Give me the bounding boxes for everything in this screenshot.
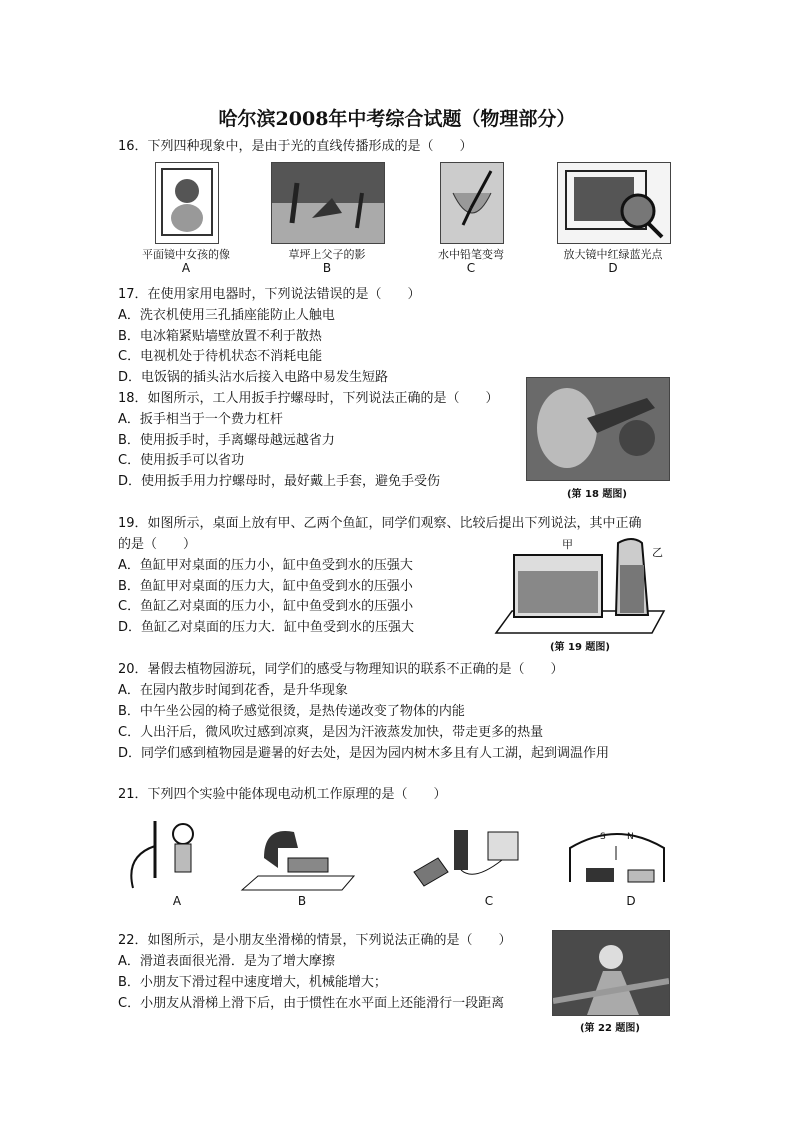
caption-a: 平面镜中女孩的像 [142, 248, 230, 261]
q20-option-d: D．同学们感到植物园是避暑的好去处，是因为园内树木多且有人工湖，起到调温作用 [118, 746, 610, 761]
fig19-caption: (第 19 题图) [549, 642, 611, 653]
q20-option-c: C．人出汗后，微风吹过感到凉爽，是因为汗液蒸发加快，带走更多的热量 [118, 725, 544, 740]
letter-d: D [608, 261, 618, 275]
caption-c: 水中铅笔变弯 [438, 248, 504, 261]
experiment-b-image [238, 818, 358, 896]
caption-b: 草坪上父子的影 [288, 248, 366, 261]
caption-d: 放大镜中红绿蓝光点 [563, 248, 663, 261]
q18-option-b: B．使用扳手时，手离螺母越远越省力 [118, 433, 335, 448]
page-title: 哈尔滨2008年中考综合试题（物理部分） [218, 108, 576, 130]
experiment-d-image [562, 826, 672, 886]
fish-tanks-image [492, 535, 668, 635]
q18-option-d: D．使用扳手用力拧螺母时，最好戴上手套，避免手受伤 [118, 474, 441, 489]
q19-option-b: B．鱼缸甲对桌面的压力大，缸中鱼受到水的压强小 [118, 579, 413, 594]
question-18-stem: 18．如图所示，工人用扳手拧螺母时，下列说法正确的是（ ） [118, 391, 499, 406]
magnet-s-label: S [600, 832, 606, 842]
mirror-girl-image [155, 162, 219, 244]
q21-letter-d: D [626, 894, 636, 908]
lawn-shadow-image [271, 162, 385, 244]
bent-pencil-image [440, 162, 504, 244]
q21-letter-a: A [172, 894, 182, 908]
q17-option-a: A．洗衣机使用三孔插座能防止人触电 [118, 308, 335, 323]
letter-c: C [466, 261, 476, 275]
q19-option-a: A．鱼缸甲对桌面的压力小，缸中鱼受到水的压强大 [118, 558, 413, 573]
wrench-image [526, 377, 670, 481]
q20-option-a: A．在园内散步时闻到花香，是升华现象 [118, 683, 348, 698]
q18-option-c: C．使用扳手可以省功 [118, 453, 245, 468]
question-20-stem: 20．暑假去植物园游玩，同学们的感受与物理知识的联系不正确的是（ ） [118, 662, 564, 677]
q22-option-c: C．小朋友从滑梯上滑下后，由于惯性在水平面上还能滑行一段距离 [118, 996, 505, 1011]
q22-option-a: A．滑道表面很光滑．是为了增大摩擦 [118, 954, 335, 969]
q17-option-d: D．电饭锅的插头沾水后接入电路中易发生短路 [118, 370, 389, 385]
question-16-stem: 16．下列四种现象中，是由于光的直线传播形成的是（ ） [118, 139, 473, 154]
letter-a: A [181, 261, 191, 275]
q19-option-d: D．鱼缸乙对桌面的压力大．缸中鱼受到水的压强大 [118, 620, 415, 635]
q21-letter-b: B [297, 894, 307, 908]
q17-option-c: C．电视机处于待机状态不消耗电能 [118, 349, 323, 364]
tank-yi-label: 乙 [652, 546, 663, 559]
letter-b: B [322, 261, 332, 275]
fig18-caption: (第 18 题图) [566, 489, 628, 500]
q22-option-b: B．小朋友下滑过程中速度增大，机械能增大； [118, 975, 387, 990]
question-17-stem: 17．在使用家用电器时，下列说法错误的是（ ） [118, 287, 421, 302]
question-22-stem: 22．如图所示，是小朋友坐滑梯的情景，下列说法正确的是（ ） [118, 933, 512, 948]
q20-option-b: B．中午坐公园的椅子感觉很烫，是热传递改变了物体的内能 [118, 704, 465, 719]
question-19-stem-line1: 19．如图所示，桌面上放有甲、乙两个鱼缸，同学们观察、比较后提出下列说法，其中正确 [118, 516, 642, 531]
question-21-stem: 21．下列四个实验中能体现电动机工作原理的是（ ） [118, 787, 447, 802]
q18-option-a: A．扳手相当于一个费力杠杆 [118, 412, 283, 427]
q17-option-b: B．电冰箱紧贴墙壁放置不利于散热 [118, 329, 322, 344]
q19-option-c: C．鱼缸乙对桌面的压力小，缸中鱼受到水的压强小 [118, 599, 414, 614]
magnet-n-label: N [627, 832, 634, 842]
fig22-caption: (第 22 题图) [579, 1023, 641, 1034]
question-19-stem-line2: 的是（ ） [118, 537, 197, 552]
slide-image [552, 930, 670, 1016]
experiment-a-image [115, 816, 205, 896]
q21-letter-c: C [484, 894, 494, 908]
tank-jia-label: 甲 [562, 538, 573, 551]
magnifier-image [557, 162, 671, 244]
experiment-c-image [404, 822, 524, 892]
